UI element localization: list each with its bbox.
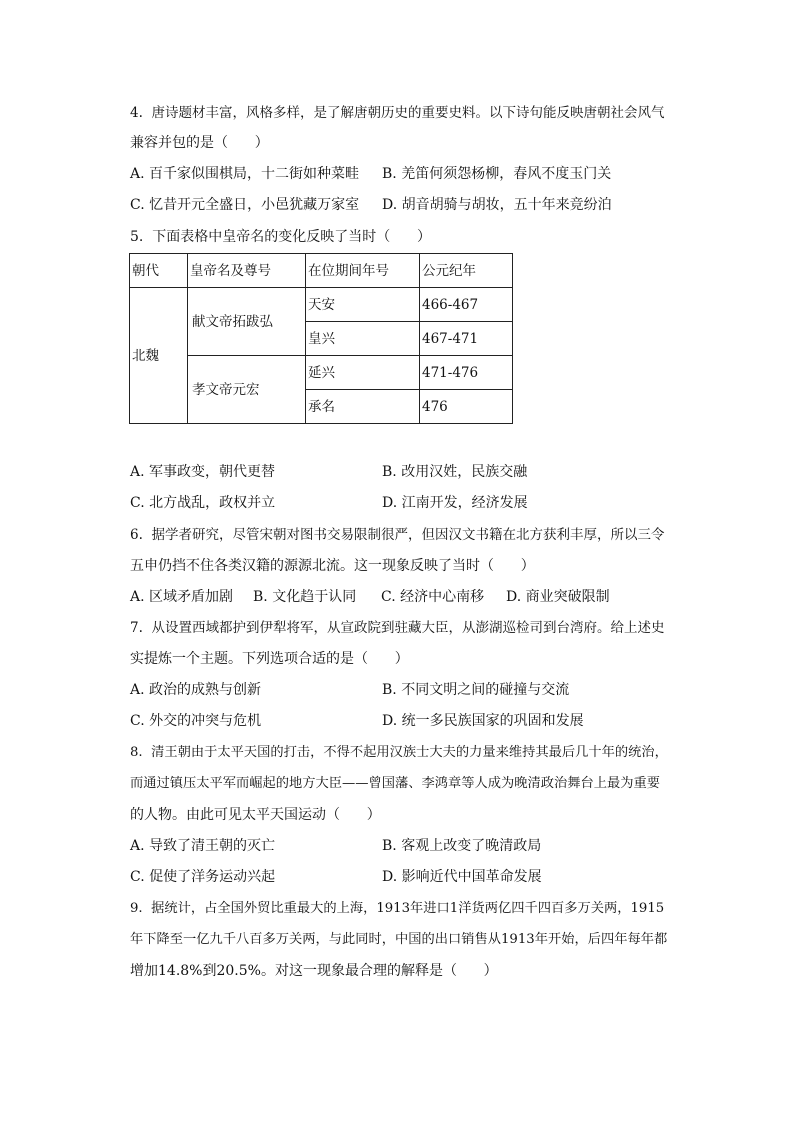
- q9-stem-line2: 年下降至一亿九千八百多万关两，与此同时，中国的出口销售从1913年开始，后四年每年都: [130, 932, 668, 947]
- era-years-cell: 466-467: [420, 288, 513, 322]
- emperor-cell: 孝文帝元宏: [188, 356, 306, 424]
- table-header-cell: 皇帝名及尊号: [188, 254, 306, 288]
- q5-option-d[interactable]: D. 江南开发，经济发展: [382, 495, 528, 511]
- q6-option-b[interactable]: B. 文化趋于认同: [253, 589, 357, 605]
- q4-option-d[interactable]: D. 胡音胡骑与胡妆，五十年来竞纷泊: [382, 197, 612, 213]
- q5-option-a[interactable]: A. 军事政变，朝代更替: [130, 464, 276, 480]
- q4-stem-line2: 兼容并包的是（ ）: [130, 135, 269, 151]
- q6-option-d[interactable]: D. 商业突破限制: [506, 589, 610, 605]
- q8-option-b[interactable]: B. 客观上改变了晚清政局: [382, 838, 542, 854]
- q8-stem-line2: 而通过镇压太平军而崛起的地方大臣——曾国藩、李鸿章等人成为晚清政治舞台上最为重要: [130, 776, 661, 791]
- q6-stem-line1: 6. 据学者研究，尽管宋朝对图书交易限制很严，但因汉文书籍在北方获利丰厚，所以三令: [130, 527, 665, 543]
- q5-option-c[interactable]: C. 北方战乱，政权并立: [130, 495, 276, 511]
- q4-option-c[interactable]: C. 忆昔开元全盛日，小邑犹藏万家室: [130, 197, 360, 213]
- table-row: [130, 288, 513, 322]
- era-years-cell: 471-476: [420, 356, 513, 390]
- q8-option-a[interactable]: A. 导致了清王朝的灭亡: [130, 838, 276, 854]
- era-name-cell: 承名: [306, 390, 420, 424]
- q7-option-b[interactable]: B. 不同文明之间的碰撞与交流: [382, 682, 570, 698]
- q6-option-c[interactable]: C. 经济中心南移: [381, 589, 485, 605]
- era-name-cell: 延兴: [306, 356, 420, 390]
- q5-stem-line1: 5. 下面表格中皇帝名的变化反映了当时（ ）: [130, 229, 431, 245]
- q7-option-c[interactable]: C. 外交的冲突与危机: [130, 713, 262, 729]
- table-row: [130, 356, 513, 390]
- q8-stem-line3: 的人物。由此可见太平天国运动（ ）: [130, 807, 381, 823]
- q9-stem-line1: 9. 据统计，占全国外贸比重最大的上海，1913年进口1洋货两亿四千四百多万关两，1915: [130, 901, 665, 916]
- q7-stem-line1: 7. 从设置西域都护到伊犁将军，从宣政院到驻藏大臣，从澎湖巡检司到台湾府。给上述史: [130, 620, 665, 636]
- era-years-cell: 476: [420, 390, 513, 424]
- emperor-cell: 献文帝拓跋弘: [188, 288, 306, 356]
- era-name-cell: 皇兴: [306, 322, 420, 356]
- table-header-cell: 公元纪年: [420, 254, 513, 288]
- q7-option-d[interactable]: D. 统一多民族国家的巩固和发展: [382, 713, 584, 729]
- q8-option-d[interactable]: D. 影响近代中国革命发展: [382, 869, 542, 885]
- q8-stem-line1: 8. 清王朝由于太平天国的打击，不得不起用汉族士大夫的力量来维持其最后几十年的统治，: [130, 745, 668, 760]
- q5-option-b[interactable]: B. 改用汉姓，民族交融: [382, 464, 528, 480]
- q8-option-c[interactable]: C. 促使了洋务运动兴起: [130, 869, 276, 885]
- q7-stem-line2: 实提炼一个主题。下列选项合适的是（ ）: [130, 651, 409, 667]
- table-header-cell: 朝代: [130, 254, 188, 288]
- q6-stem-line2: 五申仍挡不住各类汉籍的源源北流。这一现象反映了当时（ ）: [130, 558, 535, 574]
- era-years-cell: 467-471: [420, 322, 513, 356]
- table-header-row: [130, 254, 513, 288]
- q6-option-a[interactable]: A. 区域矛盾加剧: [130, 589, 234, 605]
- q4-stem-line1: 4. 唐诗题材丰富，风格多样，是了解唐朝历史的重要史料。以下诗句能反映唐朝社会风气: [130, 105, 665, 121]
- emperor-table: [129, 253, 513, 424]
- dynasty-cell: 北魏: [130, 288, 188, 424]
- q4-option-a[interactable]: A. 百千家似围棋局，十二街如种菜畦: [130, 166, 360, 182]
- q4-option-b[interactable]: B. 羌笛何须怨杨柳，春风不度玉门关: [382, 166, 612, 182]
- table-header-cell: 在位期间年号: [306, 254, 420, 288]
- q9-stem-line3: 增加14.8%到20.5%。对这一现象最合理的解释是（ ）: [130, 963, 498, 979]
- era-name-cell: 天安: [306, 288, 420, 322]
- q7-option-a[interactable]: A. 政治的成熟与创新: [130, 682, 262, 698]
